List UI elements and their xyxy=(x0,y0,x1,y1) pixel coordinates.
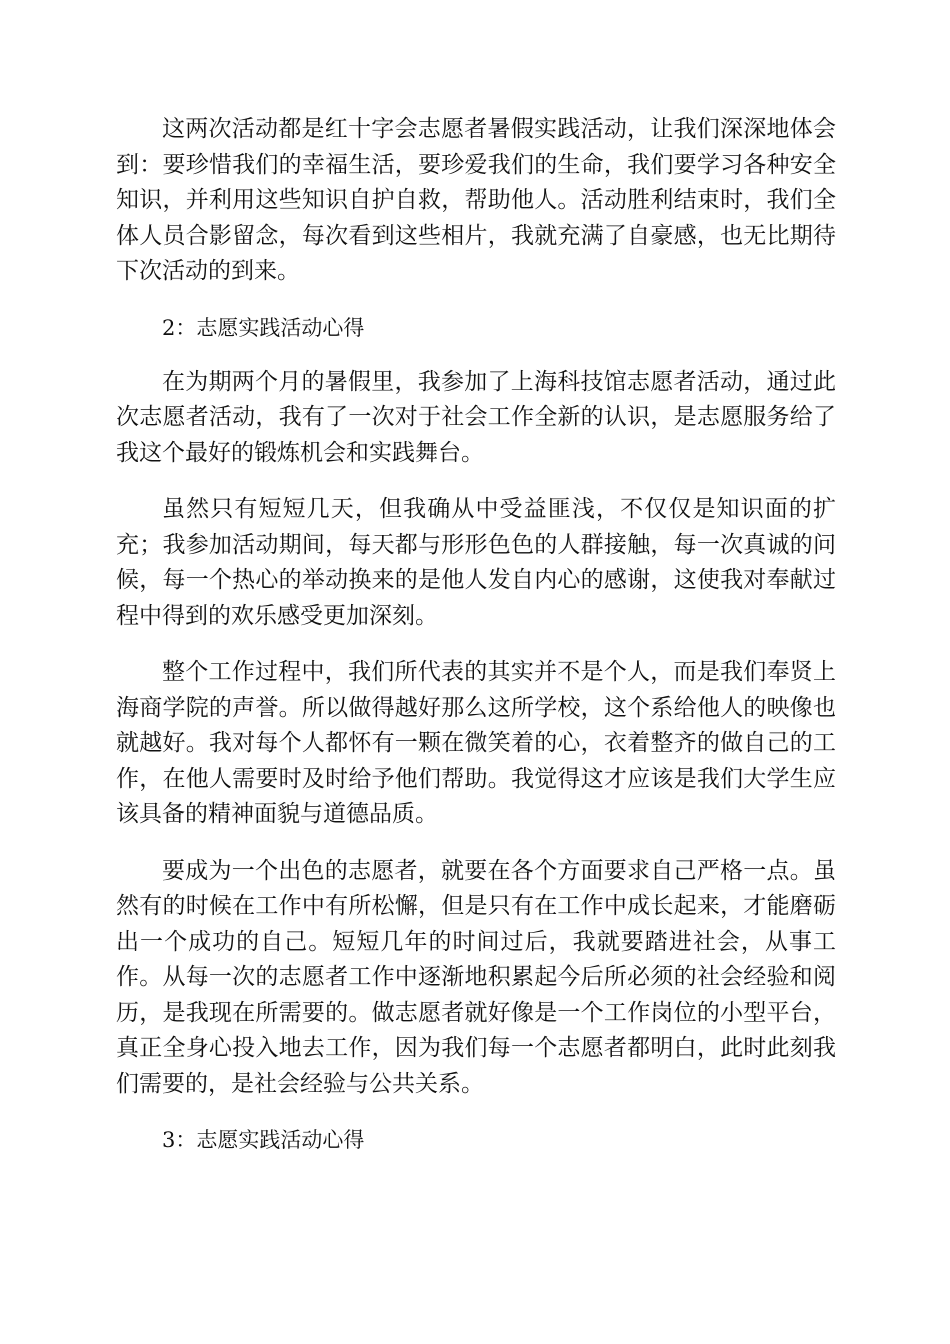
paragraph-self-discipline: 要成为一个出色的志愿者，就要在各个方面要求自己严格一点。虽然有的时候在工作中有所松懈，但是只有在工作中成长起来，才能磨砺出一个成功的自己。短短几年的时间过后，我就要踏进社会，从事工作。从每一次的志愿者工作中逐渐地积累起今后所必须的社会经验和阅历，是我现在所需要的。做志愿者就好像是一个工作岗位的小型平台，真正全身心投入地去工作，因为我们每一个志愿者都明白，此时此刻我们需要的，是社会经验与公共关系。 xyxy=(116,857,836,1097)
paragraph-science-museum-intro: 在为期两个月的暑假里，我参加了上海科技馆志愿者活动，通过此次志愿者活动，我有了一次对于社会工作全新的认识，是志愿服务给了我这个最好的锻炼机会和实践舞台。 xyxy=(116,368,836,466)
paragraph-red-cross-summary: 这两次活动都是红十字会志愿者暑假实践活动，让我们深深地体会到：要珍惜我们的幸福生活，要珍爱我们的生命，我们要学习各种安全知识，并利用这些知识自护自救，帮助他人。活动胜利结束时，我们全体人员合影留念，每次看到这些相片，我就充满了自豪感，也无比期待下次活动的到来。 xyxy=(116,116,836,284)
document-page xyxy=(116,112,836,1177)
section-heading-2: 2：志愿实践活动心得 xyxy=(162,315,365,340)
section-heading-3: 3：志愿实践活动心得 xyxy=(162,1128,365,1152)
paragraph-school-reputation: 整个工作过程中，我们所代表的其实并不是个人，而是我们奉贤上海商学院的声誉。所以做得越好那么这所学校，这个系给他人的映像也就越好。我对每个人都怀有一颗在微笑着的心，衣着整齐的做自己的工作，在他人需要时及时给予他们帮助。我觉得这才应该是我们大学生应该具备的精神面貌与道德品质。 xyxy=(116,659,836,827)
paragraph-benefits: 虽然只有短短几天，但我确从中受益匪浅，不仅仅是知识面的扩充；我参加活动期间，每天都与形形色色的人群接触，每一次真诚的问候，每一个热心的举动换来的是他人发自内心的感谢，这使我对奉献过程中得到的欢乐感受更加深刻。 xyxy=(116,496,836,629)
